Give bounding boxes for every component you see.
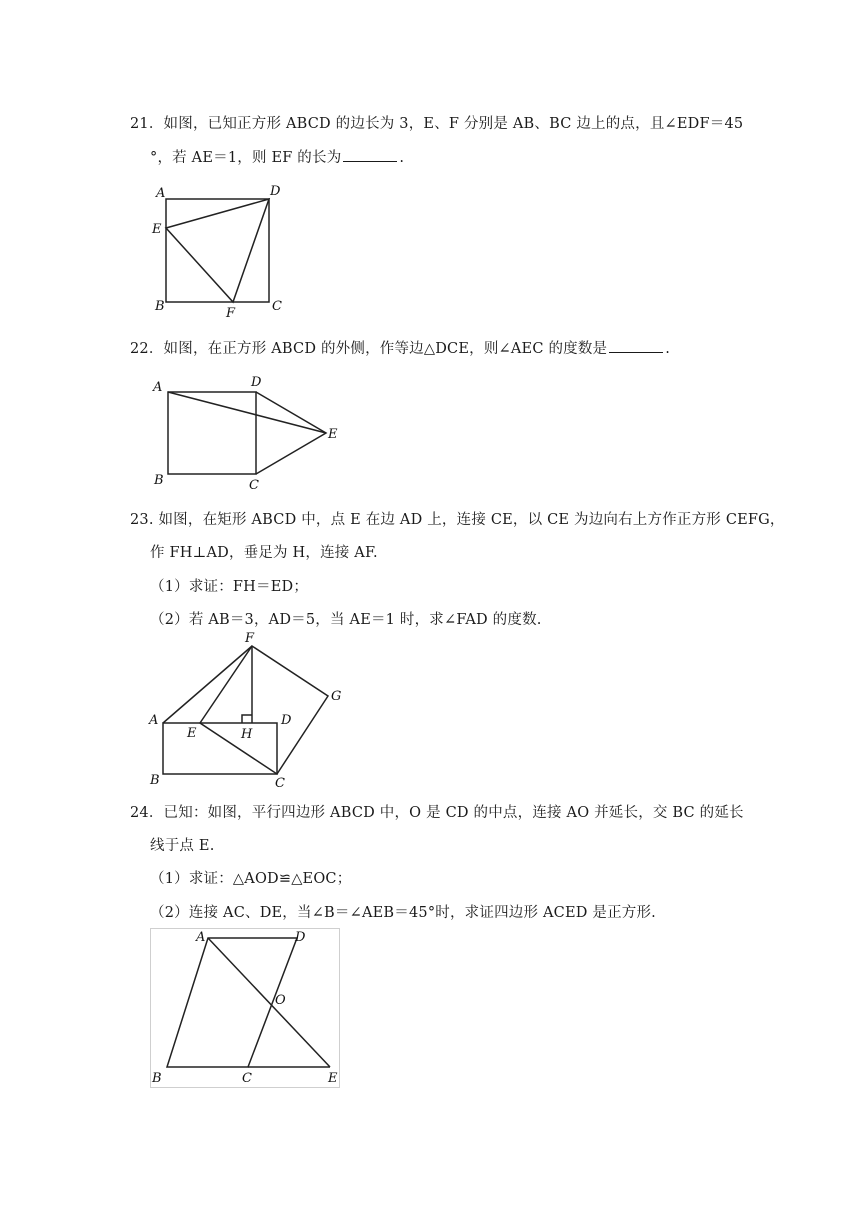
q24-text-line1: 24．已知：如图，平行四边形 ABCD 中，O 是 CD 的中点，连接 AO 并延长，交 BC 的延长 bbox=[130, 805, 744, 821]
q21-text-line2-b: . bbox=[399, 150, 405, 166]
q23-label-a: A bbox=[149, 713, 159, 728]
q23-subquestion-1: （1）求证：FH＝ED； bbox=[150, 579, 309, 595]
q23-label-d: D bbox=[281, 713, 292, 728]
q23-label-b: B bbox=[150, 773, 160, 788]
q22-label-e: E bbox=[328, 427, 338, 442]
q22-square-abcd bbox=[168, 392, 256, 474]
q22-text-line1-b: . bbox=[665, 341, 671, 357]
q22-label-c: C bbox=[249, 478, 259, 493]
q21-label-d: D bbox=[270, 184, 281, 199]
q22-answer-blank bbox=[609, 338, 663, 353]
q23-square-cefg bbox=[200, 646, 328, 774]
q21-text-line1: 21．如图，已知正方形 ABCD 的边长为 3，E、F 分别是 AB、BC 边上的点，且∠EDF＝45 bbox=[130, 116, 744, 132]
q24-figure-frame bbox=[151, 929, 340, 1088]
q21-label-f: F bbox=[226, 306, 236, 321]
q22-figure bbox=[150, 370, 350, 495]
q23-text-line2: 作 FH⊥AD，垂足为 H，连接 AF. bbox=[150, 545, 378, 561]
q24-subquestion-1: （1）求证：△AOD≌△EOC； bbox=[150, 871, 352, 887]
q24-label-o: O bbox=[275, 993, 286, 1008]
q21-label-c: C bbox=[272, 299, 282, 314]
q21-label-e: E bbox=[152, 222, 162, 237]
q22-text-line1 bbox=[130, 337, 670, 358]
q23-label-c: C bbox=[275, 776, 285, 791]
q24-subquestion-2: （2）连接 AC、DE，当∠B＝∠AEB＝45°时，求证四边形 ACED 是正方形. bbox=[150, 905, 656, 921]
q21-label-a: A bbox=[156, 186, 166, 201]
q21-figure bbox=[150, 180, 300, 320]
q23-label-e: E bbox=[187, 726, 197, 741]
q22-label-b: B bbox=[154, 473, 164, 488]
q24-text-line2: 线于点 E. bbox=[150, 838, 215, 854]
q23-text-line1: 23. 如图，在矩形 ABCD 中，点 E 在边 AD 上，连接 CE，以 CE 为边向右上方作正方形 CEFG， bbox=[130, 512, 785, 528]
q24-segment-ae bbox=[208, 938, 330, 1067]
q22-label-a: A bbox=[153, 380, 163, 395]
q21-answer-blank bbox=[343, 147, 397, 162]
q24-label-b: B bbox=[152, 1071, 162, 1086]
q22-text-line1-a: 22．如图，在正方形 ABCD 的外侧，作等边△DCE，则∠AEC 的度数是 bbox=[130, 341, 608, 357]
q22-segment-ae bbox=[168, 392, 326, 433]
q23-label-h: H bbox=[241, 727, 253, 742]
q24-figure bbox=[150, 928, 340, 1088]
q23-label-g: G bbox=[331, 689, 342, 704]
q23-subquestion-2: （2）若 AB＝3，AD＝5，当 AE＝1 时，求∠FAD 的度数. bbox=[150, 612, 542, 628]
q23-rectangle-abcd bbox=[163, 723, 277, 774]
q21-text-line2 bbox=[150, 146, 404, 167]
q22-triangle-dce bbox=[256, 392, 326, 474]
q24-label-d: D bbox=[295, 930, 306, 945]
q24-label-a: A bbox=[196, 930, 206, 945]
q23-right-angle-mark bbox=[242, 715, 252, 723]
q22-label-d: D bbox=[251, 375, 262, 390]
q21-triangle-edf bbox=[166, 199, 269, 302]
q21-square-abcd bbox=[166, 199, 269, 302]
q24-label-c: C bbox=[242, 1071, 252, 1086]
q21-label-b: B bbox=[155, 299, 165, 314]
q24-label-e: E bbox=[328, 1071, 338, 1086]
q23-label-f: F bbox=[245, 631, 255, 646]
q23-figure bbox=[145, 630, 355, 790]
q21-text-line2-a: °，若 AE＝1，则 EF 的长为 bbox=[150, 150, 342, 166]
